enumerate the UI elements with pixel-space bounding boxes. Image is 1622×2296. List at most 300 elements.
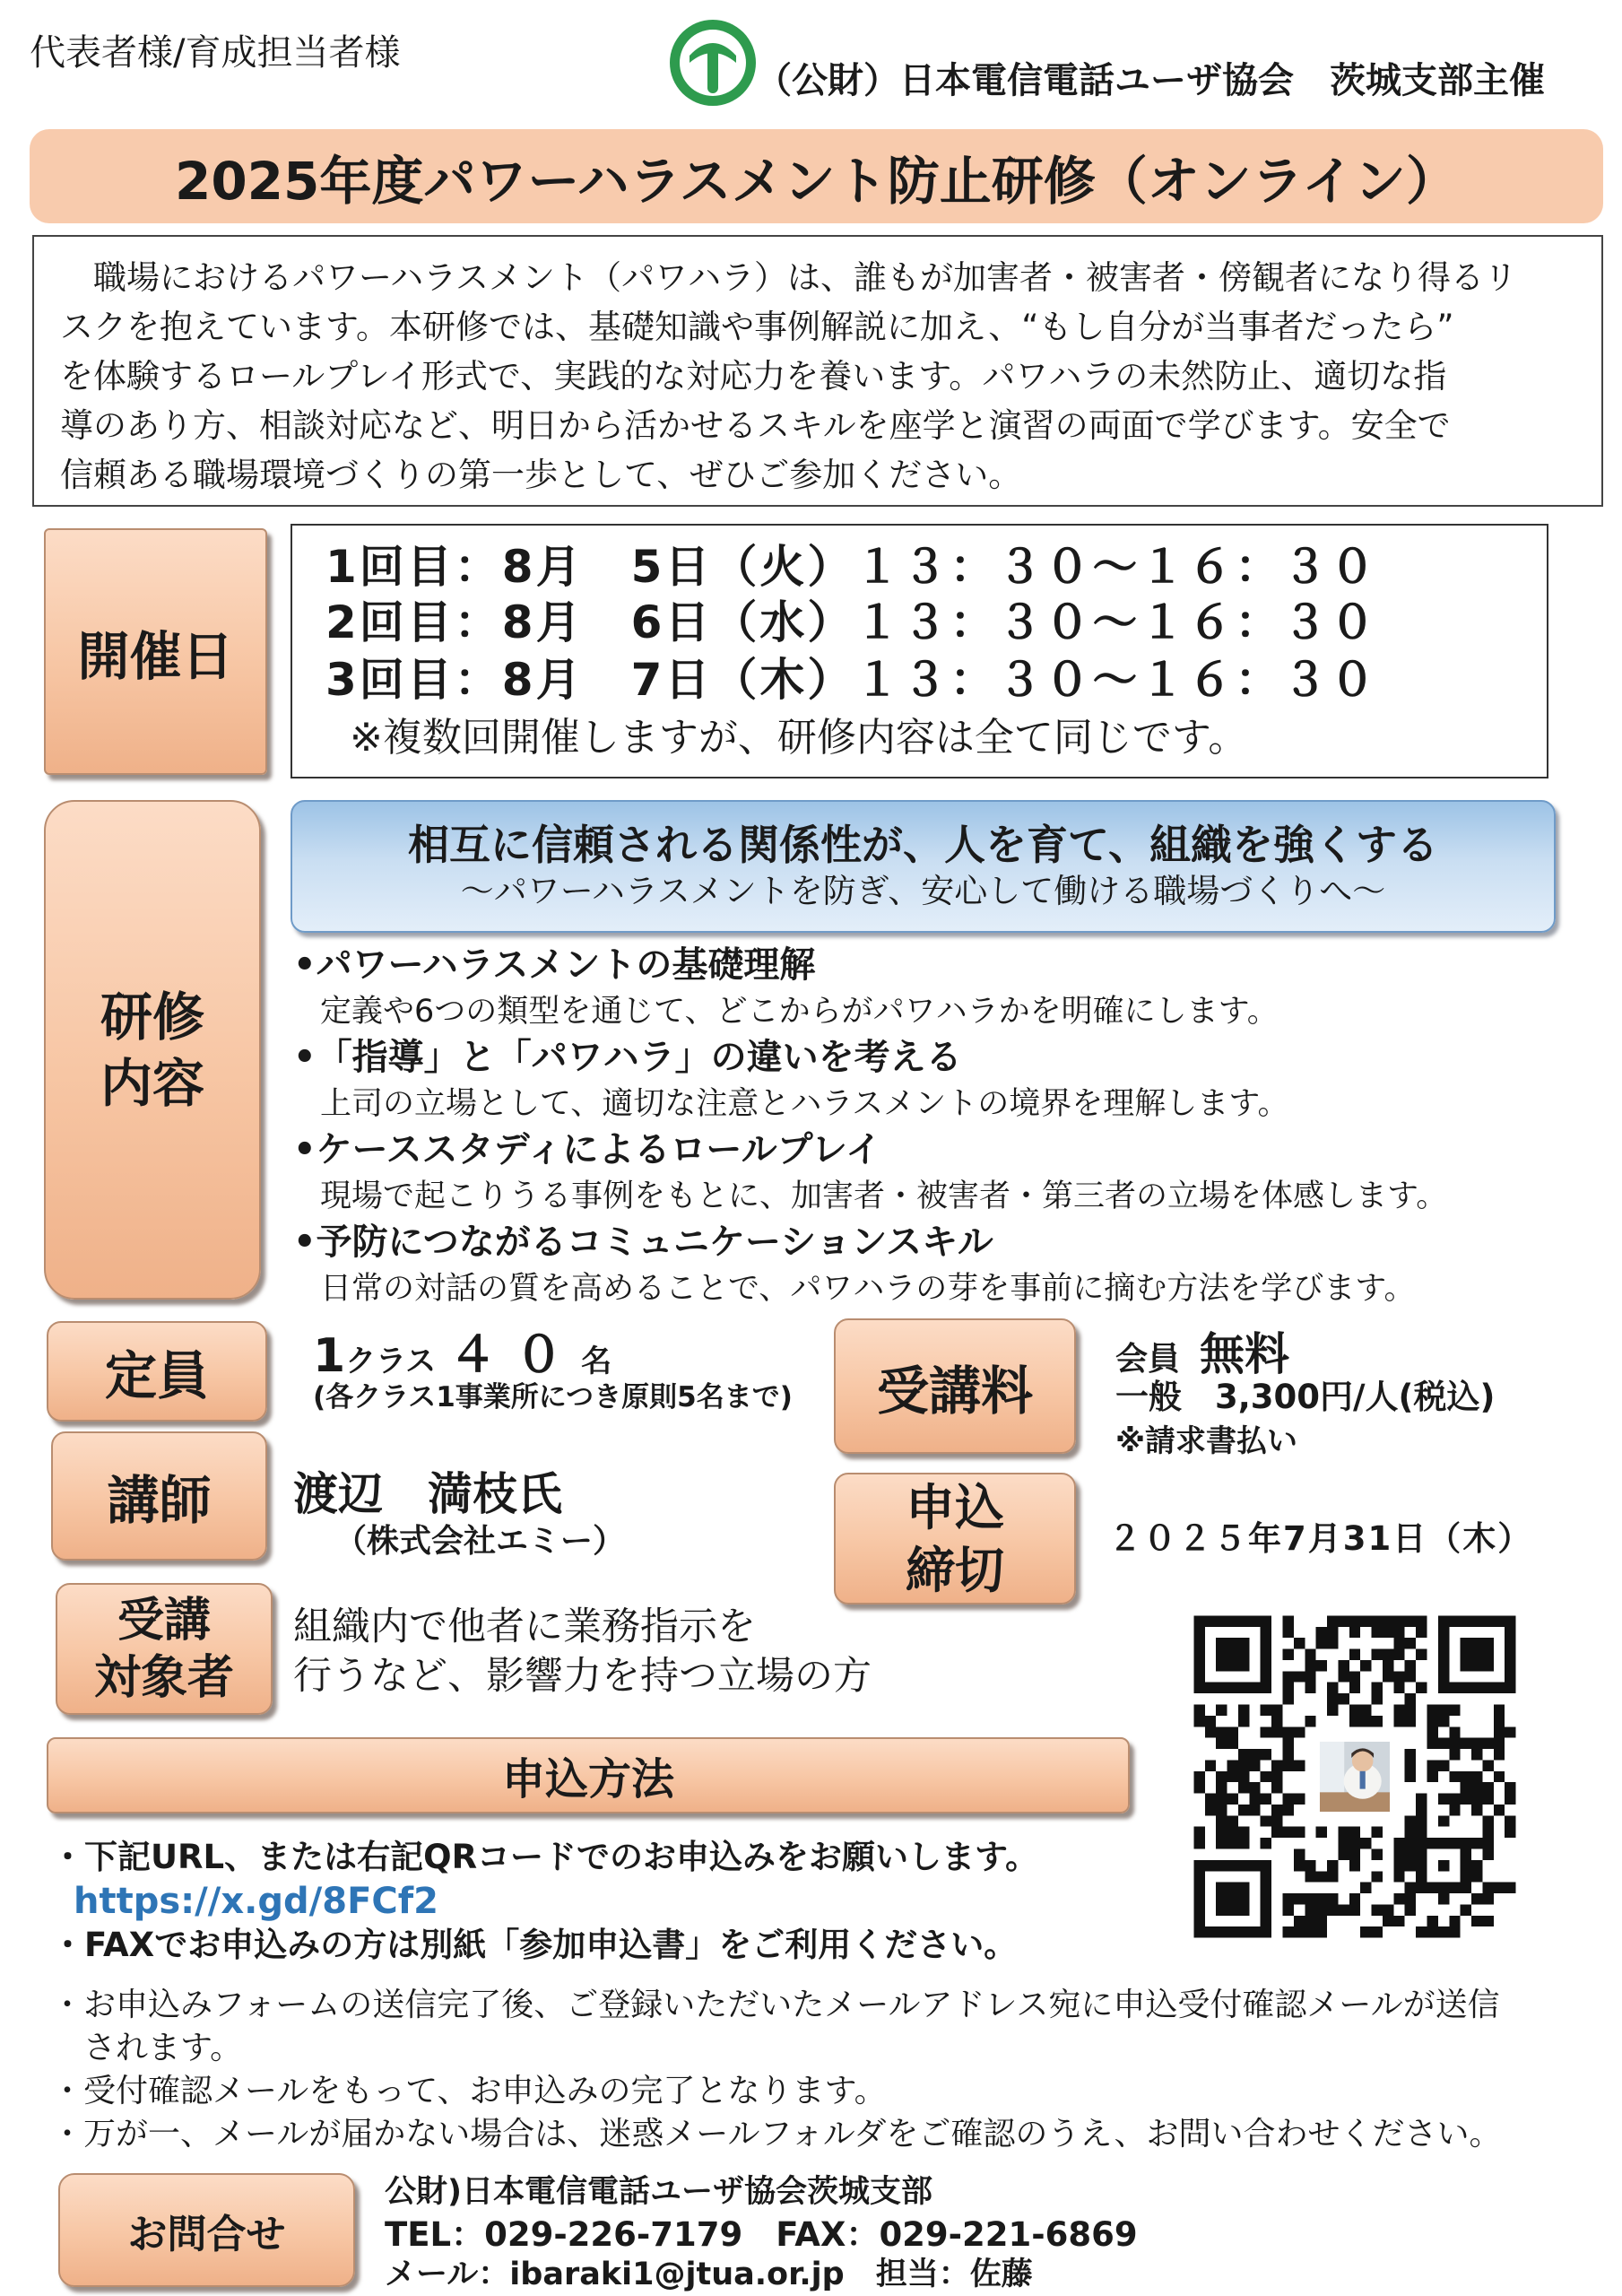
capacity-suffix: 名 bbox=[581, 1344, 612, 1379]
qr-module bbox=[1471, 1660, 1482, 1671]
contact-phone-fax: TEL：029-226-7179 FAX：029-221-6869 bbox=[385, 2215, 1138, 2254]
qr-module bbox=[1216, 1860, 1227, 1871]
qr-module bbox=[1416, 1794, 1427, 1805]
qr-module bbox=[1449, 1838, 1460, 1848]
qr-module bbox=[1461, 1883, 1471, 1893]
qr-module bbox=[1405, 1883, 1416, 1893]
qr-module bbox=[1438, 1794, 1449, 1805]
qr-module bbox=[1327, 1683, 1338, 1693]
intro-line: 信頼ある職場環境づくりの第一歩として、ぜひご参加ください。 bbox=[60, 456, 1022, 494]
qr-module bbox=[1438, 1883, 1449, 1893]
qr-module bbox=[1360, 1716, 1371, 1726]
qr-module bbox=[1471, 1782, 1482, 1793]
qr-module bbox=[1438, 1627, 1449, 1638]
qr-module bbox=[1294, 1638, 1305, 1648]
qr-module bbox=[1383, 1660, 1393, 1671]
qr-module bbox=[1238, 1760, 1249, 1770]
qr-module bbox=[1393, 1860, 1404, 1871]
qr-module bbox=[1461, 1794, 1471, 1805]
qr-module bbox=[1294, 1827, 1305, 1838]
qr-module bbox=[1416, 1615, 1427, 1626]
qr-module bbox=[1227, 1649, 1238, 1660]
qr-module bbox=[1482, 1638, 1493, 1648]
qr-module bbox=[1405, 1849, 1416, 1860]
capacity-note: (各クラス1事業所につき原則5名まで) bbox=[313, 1381, 793, 1413]
qr-module bbox=[1282, 1615, 1293, 1626]
topic-desc: 日常の対話の質を高めることで、パワハラの芽を事前に摘む方法を学びます。 bbox=[320, 1271, 1416, 1307]
qr-module bbox=[1316, 1627, 1327, 1638]
qr-module bbox=[1405, 1815, 1416, 1826]
qr-module bbox=[1282, 1693, 1293, 1704]
qr-module bbox=[1193, 1926, 1204, 1937]
qr-module bbox=[1238, 1883, 1249, 1893]
banner-subline: ～パワーハラスメントを防ぎ、安心して働ける職場づくりへ～ bbox=[460, 872, 1386, 910]
qr-module bbox=[1449, 1916, 1460, 1926]
qr-module bbox=[1282, 1749, 1293, 1760]
qr-module bbox=[1305, 1916, 1315, 1926]
qr-module bbox=[1227, 1860, 1238, 1871]
qr-module bbox=[1193, 1627, 1204, 1638]
qr-module bbox=[1449, 1771, 1460, 1782]
fee-member-label: 会員 bbox=[1115, 1341, 1181, 1378]
qr-module bbox=[1372, 1693, 1383, 1704]
qr-module bbox=[1482, 1794, 1493, 1805]
qr-module bbox=[1316, 1893, 1327, 1904]
qr-module bbox=[1393, 1627, 1404, 1638]
qr-module bbox=[1494, 1771, 1505, 1782]
topic-title: •予防につながるコミュニケーションスキル bbox=[293, 1222, 993, 1263]
topic-desc: 現場で起こりうる事例をもとに、加害者・被害者・第三者の立場を体感します。 bbox=[320, 1178, 1448, 1214]
qr-module bbox=[1471, 1805, 1482, 1815]
qr-module bbox=[1271, 1704, 1282, 1715]
qr-module bbox=[1193, 1916, 1204, 1926]
qr-module bbox=[1349, 1649, 1360, 1660]
qr-module bbox=[1482, 1849, 1493, 1860]
fee-member-row bbox=[1115, 1318, 1290, 1380]
qr-module bbox=[1216, 1794, 1227, 1805]
fee-general: 一般 3,300円/人(税込) bbox=[1115, 1378, 1496, 1416]
qr-module bbox=[1216, 1615, 1227, 1626]
addressee-text: 代表者様/育成担当者様 bbox=[30, 32, 401, 74]
qr-module bbox=[1261, 1749, 1271, 1760]
qr-module bbox=[1482, 1649, 1493, 1660]
qr-module bbox=[1416, 1827, 1427, 1838]
qr-module bbox=[1405, 1860, 1416, 1871]
qr-module bbox=[1372, 1827, 1383, 1838]
qr-module bbox=[1294, 1893, 1305, 1904]
qr-module bbox=[1261, 1660, 1271, 1671]
qr-module bbox=[1216, 1726, 1227, 1737]
qr-module bbox=[1338, 1904, 1349, 1915]
qr-module bbox=[1305, 1671, 1315, 1682]
qr-module bbox=[1393, 1649, 1404, 1660]
qr-module bbox=[1216, 1838, 1227, 1848]
qr-module bbox=[1505, 1615, 1515, 1626]
qr-module bbox=[1471, 1794, 1482, 1805]
qr-module bbox=[1461, 1871, 1471, 1882]
qr-module bbox=[1449, 1704, 1460, 1715]
qr-module bbox=[1205, 1926, 1216, 1937]
qr-module bbox=[1193, 1838, 1204, 1848]
qr-module bbox=[1372, 1926, 1383, 1937]
qr-module bbox=[1305, 1860, 1315, 1871]
notes-list bbox=[51, 1984, 1501, 2156]
qr-module bbox=[1327, 1627, 1338, 1638]
qr-module bbox=[1282, 1893, 1293, 1904]
qr-module bbox=[1393, 1615, 1404, 1626]
qr-module bbox=[1505, 1627, 1515, 1638]
qr-module bbox=[1261, 1794, 1271, 1805]
qr-module bbox=[1438, 1860, 1449, 1871]
intro-line: 職場におけるパワーハラスメント（パワハラ）は、誰もが加害者・被害者・傍観者になり得るリ bbox=[60, 258, 1518, 297]
qr-module bbox=[1405, 1660, 1416, 1671]
qr-module bbox=[1393, 1671, 1404, 1682]
qr-module bbox=[1449, 1883, 1460, 1893]
qr-module bbox=[1216, 1883, 1227, 1893]
qr-module bbox=[1193, 1827, 1204, 1838]
qr-module bbox=[1193, 1883, 1204, 1893]
qr-module bbox=[1405, 1638, 1416, 1648]
apply-url-link[interactable]: https://x.gd/8FCf2 bbox=[74, 1881, 438, 1922]
audience-line: 組織内で他者に業務指示を bbox=[293, 1605, 756, 1649]
qr-module bbox=[1494, 1704, 1505, 1715]
qr-module bbox=[1471, 1838, 1482, 1848]
qr-module bbox=[1238, 1860, 1249, 1871]
qr-module bbox=[1405, 1749, 1416, 1760]
qr-module bbox=[1471, 1749, 1482, 1760]
qr-module bbox=[1393, 1716, 1404, 1726]
page-title: 2025年度パワーハラスメント防止研修（オンライン） bbox=[174, 150, 1459, 212]
qr-module bbox=[1438, 1716, 1449, 1726]
qr-module bbox=[1238, 1649, 1249, 1660]
qr-module bbox=[1349, 1627, 1360, 1638]
audience-label bbox=[56, 1583, 273, 1715]
qr-module bbox=[1282, 1738, 1293, 1749]
qr-module bbox=[1282, 1926, 1293, 1937]
qr-module bbox=[1471, 1638, 1482, 1648]
qr-module bbox=[1471, 1893, 1482, 1904]
qr-module bbox=[1238, 1805, 1249, 1815]
schedule-label-text: 開催日 bbox=[77, 625, 234, 687]
qr-module bbox=[1282, 1649, 1293, 1660]
qr-module bbox=[1438, 1704, 1449, 1715]
qr-module bbox=[1227, 1683, 1238, 1693]
qr-module bbox=[1271, 1726, 1282, 1737]
qr-module bbox=[1271, 1827, 1282, 1838]
qr-module bbox=[1238, 1660, 1249, 1671]
qr-module bbox=[1271, 1805, 1282, 1815]
qr-module bbox=[1405, 1904, 1416, 1915]
qr-module bbox=[1261, 1926, 1271, 1937]
qr-module bbox=[1327, 1693, 1338, 1704]
qr-module bbox=[1505, 1638, 1515, 1648]
qr-module bbox=[1360, 1615, 1371, 1626]
qr-module bbox=[1405, 1615, 1416, 1626]
qr-module bbox=[1427, 1716, 1438, 1726]
qr-module bbox=[1349, 1849, 1360, 1860]
qr-module bbox=[1261, 1916, 1271, 1926]
qr-module bbox=[1505, 1683, 1515, 1693]
qr-module bbox=[1205, 1860, 1216, 1871]
qr-module bbox=[1438, 1760, 1449, 1770]
qr-module bbox=[1427, 1760, 1438, 1770]
qr-center-photo bbox=[1316, 1738, 1394, 1816]
qr-module bbox=[1482, 1916, 1493, 1926]
qr-module bbox=[1327, 1893, 1338, 1904]
qr-module bbox=[1294, 1726, 1305, 1737]
qr-module bbox=[1227, 1893, 1238, 1904]
deadline-label bbox=[834, 1473, 1076, 1605]
topic-title: •ケーススタディによるロールプレイ bbox=[293, 1129, 881, 1170]
capacity-class-unit: クラス bbox=[345, 1344, 437, 1379]
qr-module bbox=[1505, 1782, 1515, 1793]
qr-module bbox=[1449, 1738, 1460, 1749]
note-line: ・お申込みフォームの送信完了後、ご登録いただいたメールアドレス宛に申込受付確認メールが送信 bbox=[51, 1987, 1500, 2023]
qr-module bbox=[1338, 1660, 1349, 1671]
qr-module bbox=[1383, 1615, 1393, 1626]
qr-module bbox=[1393, 1916, 1404, 1926]
qr-module bbox=[1305, 1660, 1315, 1671]
qr-module bbox=[1461, 1615, 1471, 1626]
qr-module bbox=[1405, 1704, 1416, 1715]
qr-module bbox=[1205, 1794, 1216, 1805]
qr-module bbox=[1327, 1871, 1338, 1882]
capacity-class-number: 1 bbox=[313, 1329, 346, 1383]
qr-module bbox=[1372, 1649, 1383, 1660]
qr-module bbox=[1261, 1904, 1271, 1915]
qr-module bbox=[1494, 1805, 1505, 1815]
qr-module bbox=[1238, 1638, 1249, 1648]
qr-module bbox=[1494, 1726, 1505, 1737]
qr-module bbox=[1261, 1671, 1271, 1682]
qr-module bbox=[1505, 1649, 1515, 1660]
qr-module bbox=[1494, 1738, 1505, 1749]
qr-module bbox=[1205, 1760, 1216, 1770]
qr-module bbox=[1416, 1649, 1427, 1660]
qr-module bbox=[1461, 1860, 1471, 1871]
qr-module bbox=[1216, 1704, 1227, 1715]
qr-module bbox=[1416, 1926, 1427, 1937]
qr-module bbox=[1216, 1649, 1227, 1660]
qr-module bbox=[1372, 1716, 1383, 1726]
qr-module bbox=[1261, 1883, 1271, 1893]
qr-module bbox=[1193, 1660, 1204, 1671]
qr-module bbox=[1449, 1805, 1460, 1815]
qr-module bbox=[1482, 1815, 1493, 1826]
qr-module bbox=[1249, 1805, 1260, 1815]
qr-module bbox=[1261, 1638, 1271, 1648]
qr-module bbox=[1216, 1738, 1227, 1749]
qr-module bbox=[1205, 1716, 1216, 1726]
qr-module bbox=[1282, 1726, 1293, 1737]
qr-module bbox=[1338, 1838, 1349, 1848]
qr-module bbox=[1494, 1883, 1505, 1893]
qr-module bbox=[1383, 1671, 1393, 1682]
qr-module bbox=[1261, 1683, 1271, 1693]
schedule-box bbox=[291, 524, 1548, 778]
qr-code bbox=[1183, 1605, 1527, 1949]
qr-module bbox=[1505, 1726, 1515, 1737]
qr-module bbox=[1216, 1926, 1227, 1937]
qr-module bbox=[1227, 1726, 1238, 1737]
qr-module bbox=[1372, 1615, 1383, 1626]
qr-module bbox=[1393, 1683, 1404, 1693]
qr-module bbox=[1427, 1838, 1438, 1848]
qr-module bbox=[1427, 1704, 1438, 1715]
capacity-label bbox=[47, 1321, 267, 1422]
qr-module bbox=[1505, 1827, 1515, 1838]
qr-module bbox=[1216, 1660, 1227, 1671]
qr-module bbox=[1349, 1827, 1360, 1838]
qr-module bbox=[1193, 1893, 1204, 1904]
qr-module bbox=[1438, 1838, 1449, 1848]
apply-instruction: ・下記URL、または右記QRコードでのお申込みをお願いします。 bbox=[51, 1838, 1039, 1876]
qr-module bbox=[1227, 1660, 1238, 1671]
qr-module bbox=[1261, 1726, 1271, 1737]
qr-module bbox=[1372, 1683, 1383, 1693]
fee-payment-note: ※請求書払い bbox=[1115, 1423, 1298, 1459]
qr-module bbox=[1494, 1615, 1505, 1626]
qr-module bbox=[1416, 1849, 1427, 1860]
qr-module bbox=[1227, 1838, 1238, 1848]
note-line: ・受付確認メールをもって、お申込みの完了となります。 bbox=[51, 2073, 887, 2109]
qr-module bbox=[1227, 1760, 1238, 1770]
instructor-name: 渡辺 満枝氏 bbox=[293, 1468, 562, 1520]
qr-module bbox=[1238, 1926, 1249, 1937]
qr-module bbox=[1294, 1849, 1305, 1860]
qr-module bbox=[1305, 1649, 1315, 1660]
schedule-label bbox=[44, 528, 267, 775]
qr-module bbox=[1294, 1860, 1305, 1871]
qr-module bbox=[1438, 1615, 1449, 1626]
qr-module bbox=[1372, 1904, 1383, 1915]
qr-module bbox=[1393, 1871, 1404, 1882]
qr-module bbox=[1193, 1716, 1204, 1726]
qr-module bbox=[1338, 1693, 1349, 1704]
qr-module bbox=[1271, 1760, 1282, 1770]
qr-module bbox=[1461, 1838, 1471, 1848]
qr-module bbox=[1360, 1660, 1371, 1671]
qr-module bbox=[1461, 1638, 1471, 1648]
qr-module bbox=[1238, 1771, 1249, 1782]
qr-module bbox=[1305, 1683, 1315, 1693]
qr-module bbox=[1471, 1683, 1482, 1693]
qr-module bbox=[1338, 1671, 1349, 1682]
qr-module bbox=[1416, 1838, 1427, 1848]
qr-module bbox=[1383, 1627, 1393, 1638]
qr-module bbox=[1393, 1704, 1404, 1715]
qr-module bbox=[1316, 1827, 1327, 1838]
qr-module bbox=[1282, 1904, 1293, 1915]
instructor-label bbox=[51, 1431, 267, 1561]
qr-module bbox=[1372, 1627, 1383, 1638]
qr-module bbox=[1416, 1871, 1427, 1882]
qr-module bbox=[1271, 1782, 1282, 1793]
jtua-logo-icon bbox=[668, 16, 758, 109]
qr-module bbox=[1316, 1871, 1327, 1882]
qr-module bbox=[1294, 1760, 1305, 1770]
qr-module bbox=[1205, 1683, 1216, 1693]
fee-label-text: 受講料 bbox=[876, 1360, 1033, 1422]
content-label-line: 研修 bbox=[100, 986, 204, 1048]
qr-module bbox=[1327, 1615, 1338, 1626]
qr-module bbox=[1249, 1860, 1260, 1871]
qr-module bbox=[1427, 1883, 1438, 1893]
intro-line: 導のあり方、相談対応など、明日から活かせるスキルを座学と演習の両面で学びます。安全で bbox=[60, 406, 1451, 445]
contact-email: メール：ibaraki1@jtua.or.jp 担当：佐藤 bbox=[385, 2257, 1033, 2292]
qr-module bbox=[1505, 1660, 1515, 1671]
qr-module bbox=[1416, 1860, 1427, 1871]
qr-module bbox=[1494, 1716, 1505, 1726]
qr-module bbox=[1238, 1782, 1249, 1793]
qr-module bbox=[1372, 1871, 1383, 1882]
qr-module bbox=[1349, 1838, 1360, 1848]
qr-module bbox=[1216, 1815, 1227, 1826]
qr-module bbox=[1360, 1926, 1371, 1937]
qr-module bbox=[1449, 1683, 1460, 1693]
qr-module bbox=[1249, 1683, 1260, 1693]
content-label bbox=[44, 800, 261, 1300]
qr-module bbox=[1438, 1649, 1449, 1660]
qr-module bbox=[1193, 1771, 1204, 1782]
qr-module bbox=[1482, 1827, 1493, 1838]
deadline-date: ２０２５年7月31日（木） bbox=[1108, 1519, 1533, 1558]
qr-module bbox=[1216, 1683, 1227, 1693]
topic-list bbox=[293, 943, 1447, 1312]
qr-module bbox=[1505, 1794, 1515, 1805]
qr-module bbox=[1349, 1904, 1360, 1915]
audience-label-line: 対象者 bbox=[93, 1650, 234, 1705]
qr-module bbox=[1294, 1926, 1305, 1937]
deadline-label-line: 申込 bbox=[905, 1478, 1004, 1536]
qr-module bbox=[1438, 1815, 1449, 1826]
qr-module bbox=[1360, 1883, 1371, 1893]
qr-module bbox=[1482, 1760, 1493, 1770]
qr-module bbox=[1405, 1716, 1416, 1726]
qr-module bbox=[1316, 1926, 1327, 1937]
qr-module bbox=[1305, 1716, 1315, 1726]
qr-module bbox=[1505, 1815, 1515, 1826]
qr-module bbox=[1416, 1683, 1427, 1693]
qr-module bbox=[1305, 1871, 1315, 1882]
schedule-note: ※複数回開催しますが、研修内容は全て同じです。 bbox=[350, 715, 1248, 761]
qr-module bbox=[1294, 1916, 1305, 1926]
qr-module bbox=[1471, 1916, 1482, 1926]
qr-module bbox=[1349, 1893, 1360, 1904]
contact-label bbox=[58, 2173, 355, 2287]
qr-module bbox=[1438, 1638, 1449, 1648]
qr-module bbox=[1205, 1615, 1216, 1626]
qr-module bbox=[1193, 1649, 1204, 1660]
qr-module bbox=[1227, 1638, 1238, 1648]
qr-module bbox=[1349, 1860, 1360, 1871]
qr-module bbox=[1261, 1871, 1271, 1882]
qr-module bbox=[1227, 1615, 1238, 1626]
contact-org: 公財)日本電信電話ユーザ協会茨城支部 bbox=[385, 2174, 932, 2210]
qr-module bbox=[1416, 1815, 1427, 1826]
qr-module bbox=[1449, 1749, 1460, 1760]
qr-module bbox=[1438, 1671, 1449, 1682]
qr-module bbox=[1449, 1615, 1460, 1626]
qr-module bbox=[1261, 1627, 1271, 1638]
qr-module bbox=[1238, 1704, 1249, 1715]
qr-module bbox=[1216, 1827, 1227, 1838]
qr-module bbox=[1471, 1649, 1482, 1660]
apply-header-text: 申込方法 bbox=[501, 1754, 674, 1805]
instructor-company: （株式会社エミー） bbox=[334, 1523, 626, 1560]
qr-module bbox=[1471, 1771, 1482, 1782]
qr-module bbox=[1249, 1615, 1260, 1626]
